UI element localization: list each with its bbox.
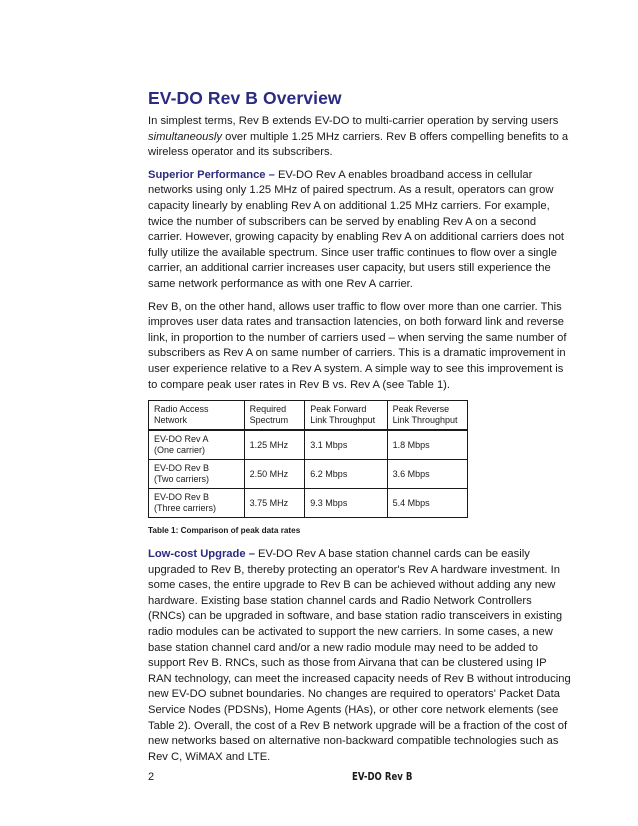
table-caption: Table 1: Comparison of peak data rates [148, 526, 301, 536]
document-body [148, 88, 572, 772]
header-peak-reverse: Peak Reverse Link Throughput [387, 401, 467, 431]
table-row [149, 489, 468, 518]
rev-b-paragraph: Rev B, on the other hand, allows user traffic to flow over more than one carrier. This improves user data rates and transaction latencies, on both forward link and reverse link, in proportion to the number of carriers used – when serving the same number of subscribers as Rev A on same number of carriers. This is a dramatic improvement in user experience relative to a Rev A system. A simple way to see this improvement is to compare peak user rates in Rev B vs. Rev A (see Table 1). [148, 300, 567, 391]
intro-paragraph [148, 114, 572, 161]
cell-spectrum: 1.25 MHz [244, 430, 305, 460]
table-row [149, 460, 468, 489]
superior-performance-heading: Superior Performance – [148, 168, 275, 181]
low-cost-upgrade-paragraph [148, 547, 572, 765]
cell-reverse: 5.4 Mbps [387, 489, 467, 518]
superior-performance-paragraph [148, 168, 572, 293]
cell-forward: 6.2 Mbps [305, 460, 387, 489]
cell-reverse: 3.6 Mbps [387, 460, 467, 489]
cell-network: EV-DO Rev B (Two carriers) [149, 460, 245, 489]
peak-rates-table [148, 400, 468, 518]
intro-text-2: over multiple 1.25 MHz carriers. Rev B offers compelling benefits to a wireless operator and its subscribers. [148, 130, 569, 159]
header-required-spectrum: Required Spectrum [244, 401, 305, 431]
low-cost-upgrade-heading: Low-cost Upgrade – [148, 548, 255, 561]
page-number: 2 [148, 771, 155, 783]
footer-title: EV-DO Rev B [352, 770, 413, 783]
cell-forward: 9.3 Mbps [305, 489, 387, 518]
cell-network: EV-DO Rev B (Three carriers) [149, 489, 245, 518]
page-title: EV-DO Rev B Overview [148, 88, 342, 108]
low-cost-upgrade-body: EV-DO Rev A base station channel cards can be easily upgraded to Rev B, thereby protecting an operator's Rev A hardware investment. In some cases, the entire upgrade to Rev B can be achieved without adding any new hardware. Existing base station channel cards and Radio Network Controllers (RNCs) can be upgraded in software, and base station radio transceivers in existing radio modules can be activated to support the new carriers. In some cases, a new base station channel card and/or a new radio module may need to be added to support Rev B. RNCs, such as those from Airvana that can be clustered using IP RAN technology, can meet the increased capacity needs of Rev B without introducing new EV-DO subnet boundaries. No changes are required to operators' Packet Data Service Nodes (PDSNs), Home Agents (HAs), or other core network elements (see Table 2). Overall, the cost of a Rev B network upgrade will be a fraction of the cost of new networks based on alternative non-backward compatible technologies such as Rev C, WiMAX and LTE. [148, 548, 571, 763]
cell-forward: 3.1 Mbps [305, 430, 387, 460]
intro-emphasis: simultaneously [148, 130, 222, 143]
cell-spectrum: 3.75 MHz [244, 489, 305, 518]
cell-spectrum: 2.50 MHz [244, 460, 305, 489]
intro-text-1: In simplest terms, Rev B extends EV-DO to multi-carrier operation by serving users [148, 115, 559, 127]
header-peak-forward: Peak Forward Link Throughput [305, 401, 387, 431]
table-row [149, 430, 468, 460]
superior-performance-body: EV-DO Rev A enables broadband access in cellular networks using only 1.25 MHz of paired spectrum. As a result, operators can grow capacity linearly by enabling Rev A on additional 1.25 MHz carriers. For example, twice the number of subscribers can be served by enabling Rev A on a second carrier. However, growing capacity by enabling Rev A on additional carriers does not fully utilize the available spectrum. Since user traffic continues to flow over a single carrier, an additional carrier increases user capacity, but users still experience the same network performance as with one Rev A carrier. [148, 168, 565, 290]
header-radio-access-network: Radio Access Network [149, 401, 245, 431]
cell-network: EV-DO Rev A (One carrier) [149, 430, 245, 460]
table-header-row [149, 401, 468, 431]
cell-reverse: 1.8 Mbps [387, 430, 467, 460]
